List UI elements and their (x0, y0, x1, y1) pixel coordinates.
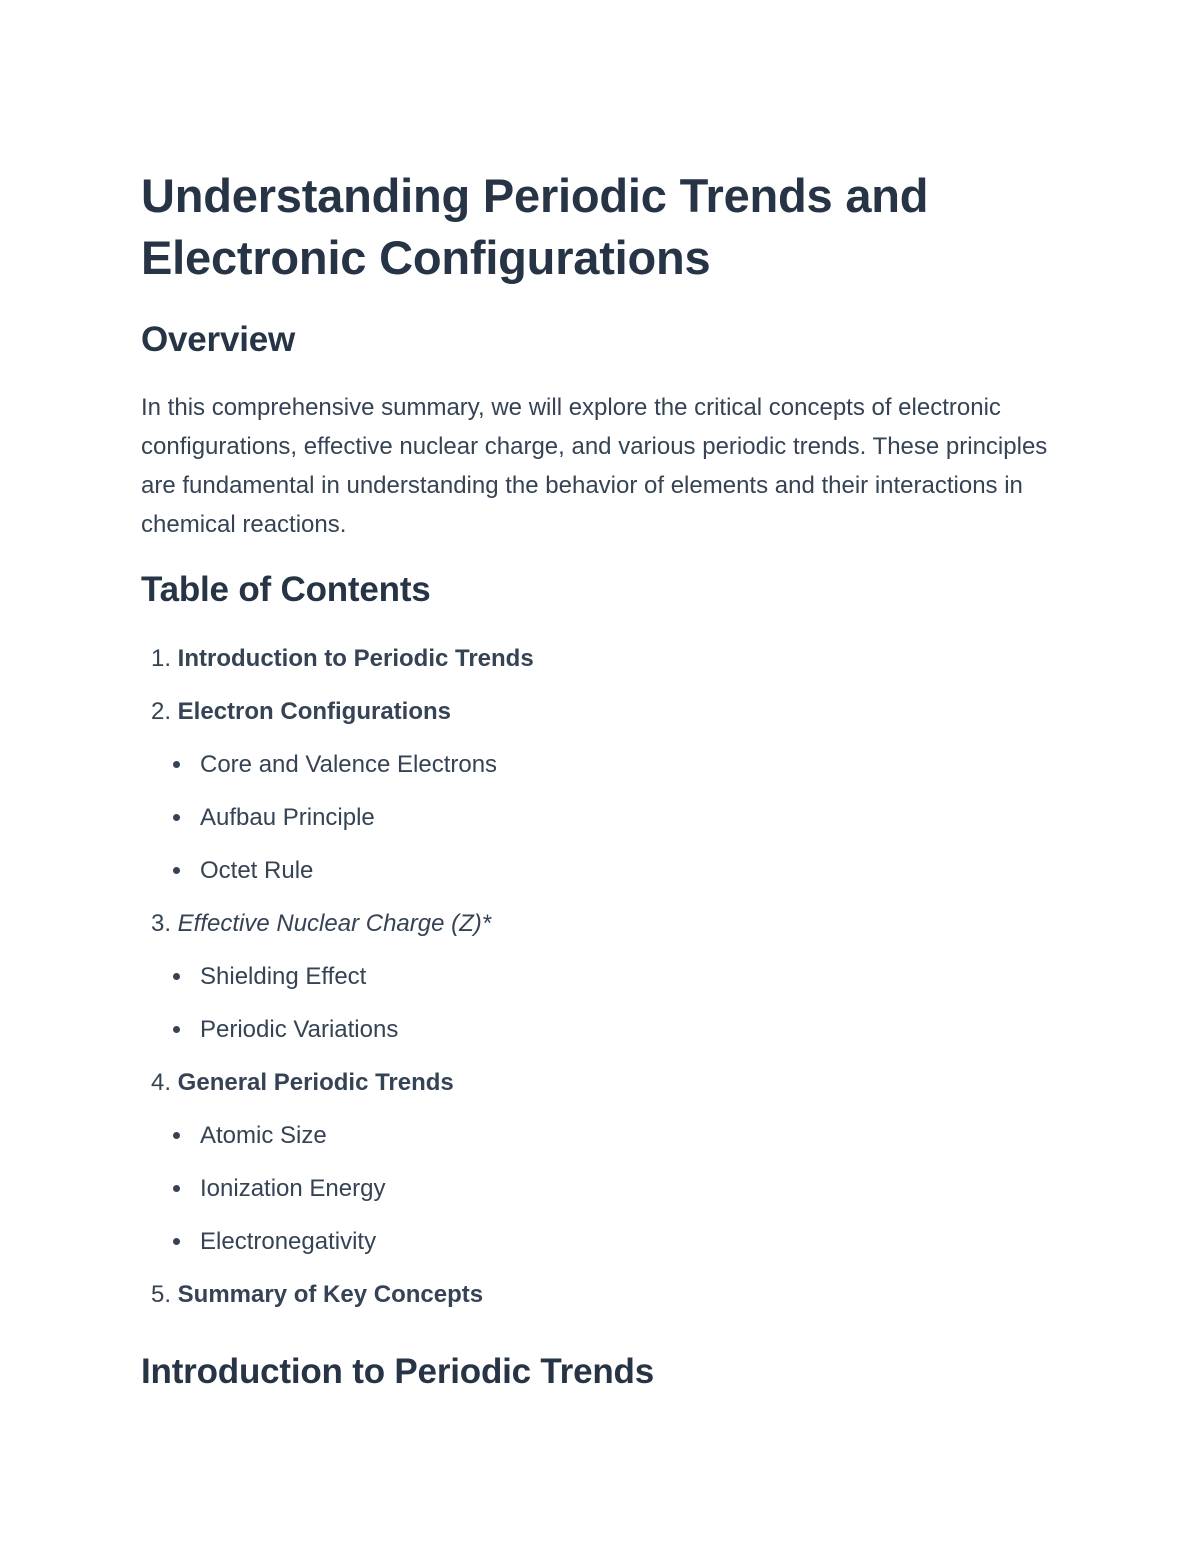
overview-heading: Overview (141, 320, 296, 359)
toc-item-label[interactable]: Summary of Key Concepts (177, 1281, 484, 1308)
toc-item-number: 1. (150, 645, 171, 672)
toc-item[interactable] (141, 685, 1061, 738)
toc-sub-item[interactable] (141, 738, 1061, 791)
toc-item[interactable] (141, 1268, 1061, 1321)
toc-item[interactable] (141, 1056, 1061, 1109)
bullet-icon (173, 814, 180, 821)
toc-item-label[interactable]: Introduction to Periodic Trends (177, 645, 534, 672)
toc-sub-item-label: Periodic Variations (200, 1016, 399, 1043)
overview-paragraph: In this comprehensive summary, we will explore the critical concepts of electronic configurations, effective nuclear charge, and various periodic trends. These principles are fundamental in understanding the behavior of elements and their interactions in chemical reactions. (141, 394, 1048, 538)
toc-sub-item[interactable] (141, 1003, 1061, 1056)
toc-sub-item[interactable] (141, 791, 1061, 844)
bullet-icon (173, 973, 180, 980)
toc-sub-list (141, 1109, 1061, 1268)
toc-sub-item-label: Atomic Size (200, 1122, 327, 1149)
toc-sub-list (141, 738, 1061, 897)
toc-subsection (141, 950, 1061, 1056)
intro-heading: Introduction to Periodic Trends (141, 1352, 654, 1391)
toc-item-number: 2. (150, 698, 171, 725)
bullet-icon (173, 1185, 180, 1192)
toc-sub-item-label: Ionization Energy (200, 1175, 386, 1202)
toc-item-label[interactable]: Electron Configurations (177, 698, 452, 725)
toc-subsection (141, 1109, 1061, 1268)
table-of-contents (141, 632, 1061, 1321)
bullet-icon (173, 867, 180, 874)
toc-item-number: 4. (150, 1069, 171, 1096)
document-page (141, 165, 1061, 1394)
toc-item[interactable] (141, 897, 1061, 950)
toc-heading: Table of Contents (141, 570, 431, 609)
toc-item[interactable] (141, 632, 1061, 685)
toc-sub-item-label: Core and Valence Electrons (200, 751, 498, 778)
toc-item-number: 3. (150, 910, 171, 937)
toc-sub-list (141, 950, 1061, 1056)
toc-subsection (141, 738, 1061, 897)
bullet-icon (173, 1238, 180, 1245)
toc-item-number: 5. (150, 1281, 171, 1308)
title-line-2: Electronic Configurations (141, 231, 711, 284)
toc-sub-item-label: Shielding Effect (200, 963, 367, 990)
toc-sub-item[interactable] (141, 950, 1061, 1003)
bullet-icon (173, 761, 180, 768)
document-title (141, 165, 1061, 289)
toc-sub-item-label: Aufbau Principle (200, 804, 375, 831)
title-line-1: Understanding Periodic Trends and (141, 169, 929, 222)
toc-sub-item[interactable] (141, 1109, 1061, 1162)
toc-item-label[interactable]: General Periodic Trends (177, 1069, 454, 1096)
toc-sub-item[interactable] (141, 1215, 1061, 1268)
toc-sub-item-label: Octet Rule (200, 857, 314, 884)
toc-sub-item-label: Electronegativity (200, 1228, 377, 1255)
bullet-icon (173, 1132, 180, 1139)
toc-sub-item[interactable] (141, 844, 1061, 897)
toc-sub-item[interactable] (141, 1162, 1061, 1215)
bullet-icon (173, 1026, 180, 1033)
toc-item-label[interactable]: Effective Nuclear Charge (Z)* (177, 910, 492, 937)
